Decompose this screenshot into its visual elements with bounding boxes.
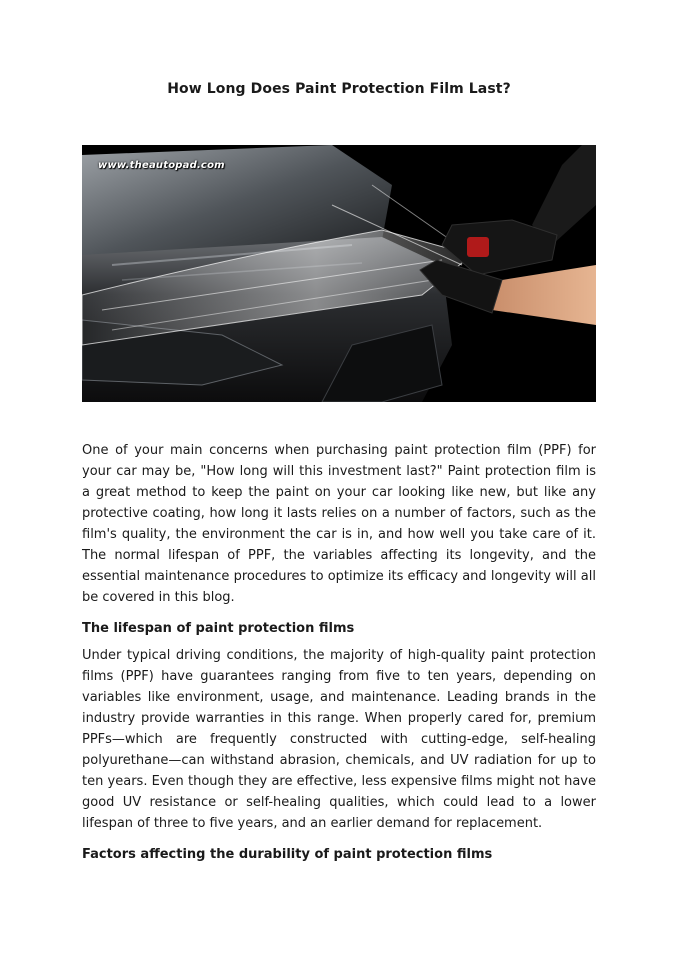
image-watermark: www.theautopad.com — [98, 160, 225, 171]
car-ppf-illustration — [82, 145, 596, 402]
lifespan-paragraph: Under typical driving conditions, the majority of high-quality paint protection films (PPF) have guarantees ranging from five to ten years, depending on variables like environment, usage, and maintenance. Leading brands in the industry provide warranties in this range. When properly cared for, premium PPFs—which are frequently constructed with cutting-edge, self-healing polyurethane—can withstand abrasion, chemicals, and UV radiation for up to ten years. Even though they are effective, less expensive films might not have good UV resistance or self-healing qualities, which could lead to a lower lifespan of three to five years, and an earlier demand for replacement. — [82, 648, 596, 831]
section-heading-lifespan: The lifespan of paint protection films — [82, 621, 355, 636]
intro-paragraph: One of your main concerns when purchasing paint protection film (PPF) for your car may be, "How long will this investment last?" Paint protection film is a great method to keep the paint on your car looking like new, but like any protective coating, how long it lasts relies on a number of factors, such as the film's quality, the environment the car is in, and how well you take care of it. The normal lifespan of PPF, the variables affecting its longevity, and the essential maintenance procedures to optimize its efficacy and longevity will all be covered in this blog. — [82, 443, 596, 605]
section-heading-factors: Factors affecting the durability of paint protection films — [82, 847, 493, 862]
hero-image — [82, 145, 596, 402]
page-title: How Long Does Paint Protection Film Last? — [167, 81, 511, 97]
